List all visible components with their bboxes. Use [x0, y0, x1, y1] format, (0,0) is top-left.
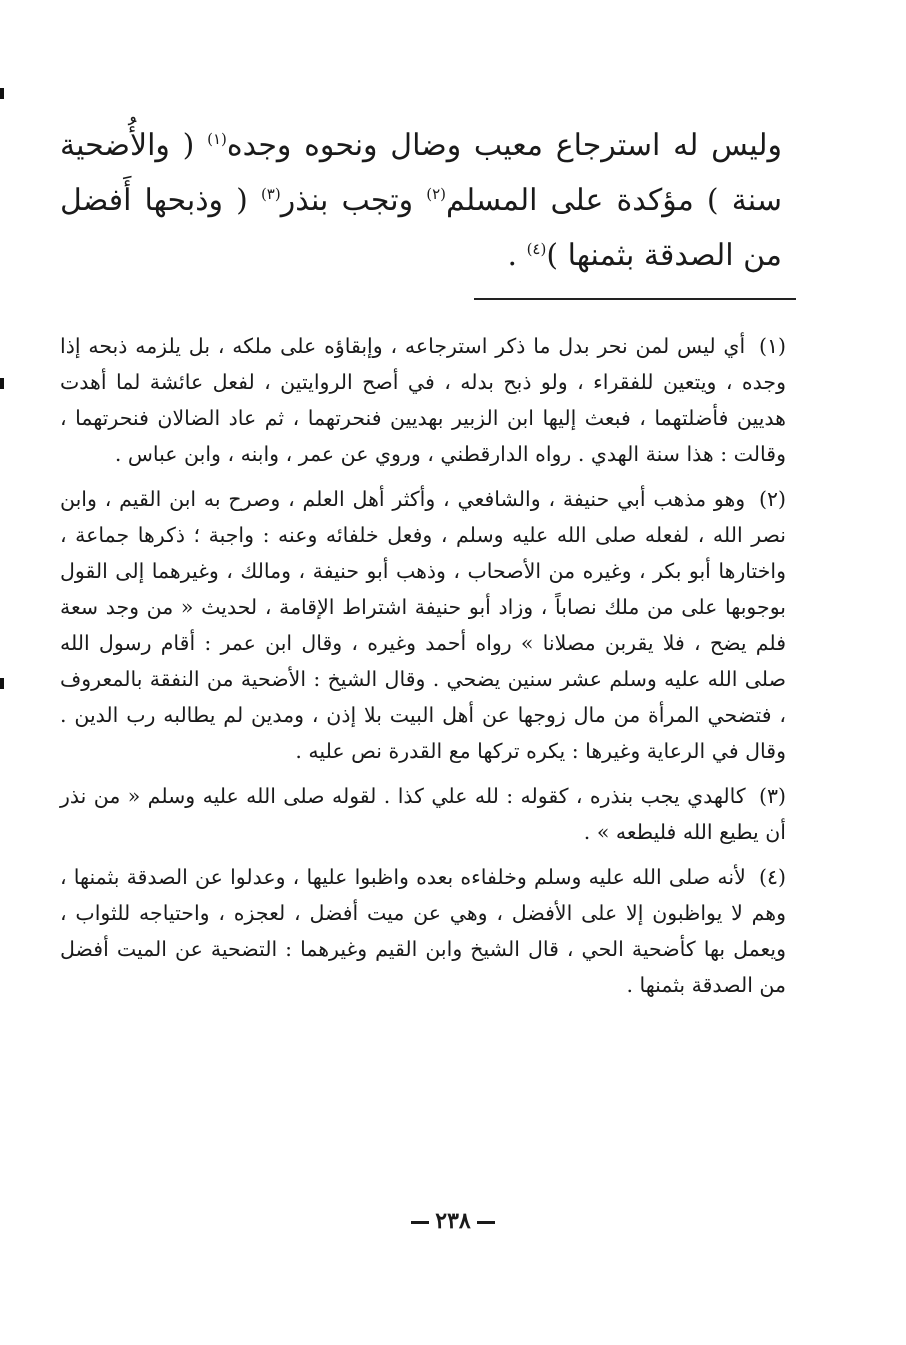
- main-text-period: .: [507, 238, 518, 273]
- scan-edge-mark-top: [0, 88, 4, 99]
- main-text-segment-4: ( وذبحها أَفضل من الصدقة بثمنها ): [60, 183, 782, 273]
- main-text: [60, 118, 782, 283]
- scan-edge-mark-lower: [0, 678, 4, 689]
- scan-edge-mark-middle: [0, 378, 4, 389]
- footnote-ref-3: (٣): [260, 185, 281, 203]
- footnotes: [60, 328, 786, 1012]
- footnote-number: (٢): [758, 487, 786, 511]
- footnote-number: (١): [758, 334, 786, 358]
- footnote-number: (٣): [758, 784, 786, 808]
- main-text-segment-3: وتجب بنذر: [280, 183, 414, 218]
- main-text-segment-2: ( والأُضحية سنة ) مؤكدة على المسلم: [60, 128, 782, 218]
- footnote-3: [60, 778, 786, 850]
- footnote-text: وهو مذهب أبي حنيفة ، والشافعي ، وأكثر أهل العلم ، وصرح به ابن القيم ، وابن نصر الله ، لفعله صلى الله عليه وسلم ، وفعل خلفائه وعنه : واجبة ؛ ذكرها جماعة ، واختارها أبو بكر ، وغيره من الأصحاب ، وذهب أبو حنيفة ، ومالك ، وغيرهما إلى القول بوجوبها على من ملك نصاباً ، وزاد أبو حنيفة اشتراط الإقامة ، لحديث « من وجد سعة فلم يضح ، فلا يقربن مصلانا » رواه أحمد وغيره ، وقال ابن عمر : أقام رسول الله صلى الله عليه وسلم عشر سنين يضحي . وقال الشيخ : الأضحية من النفقة بالمعروف ، فتضحي المرأة من مال زوجها عن أهل البيت بلا إذن ، ومدين لم يطالبه رب الدين . وقال في الرعاية وغيرها : يكره تركها مع القدرة نص عليه .: [60, 487, 786, 763]
- footnote-text: كالهدي يجب بنذره ، كقوله : لله علي كذا . لقوله صلى الله عليه وسلم « من نذر أن يطيع الله فليطعه » .: [60, 784, 786, 844]
- footnote-ref-4: (٤): [526, 240, 547, 258]
- footnote-ref-1: (١): [207, 130, 227, 148]
- footnote-number: (٤): [758, 865, 786, 889]
- footnote-4: [60, 859, 786, 1003]
- footnote-1: [60, 328, 786, 472]
- page-number-dash-left: [411, 1221, 429, 1224]
- page-number: [0, 1208, 906, 1234]
- footnote-ref-2: (٢): [426, 185, 446, 203]
- main-text-segment-1: وليس له استرجاع معيب وضال ونحوه وجده: [226, 128, 782, 163]
- page-number-value: ٢٣٨: [435, 1208, 471, 1234]
- footnote-2: [60, 481, 786, 769]
- footnote-text: لأنه صلى الله عليه وسلم وخلفاءه بعده واظبوا عليها ، وعدلوا عن الصدقة بثمنها ، وهم لا يواظبون إلا على الأفضل ، وهي عن ميت أفضل ، لعجزه ، واحتياجه للثواب ، ويعمل بها كأضحية الحي ، قال الشيخ وابن القيم وغيرهما : التضحية عن الميت أفضل من الصدقة بثمنها .: [60, 865, 786, 997]
- page-number-dash-right: [477, 1221, 495, 1224]
- footnote-divider: [474, 298, 796, 300]
- footnote-text: أي ليس لمن نحر بدل ما ذكر استرجاعه ، وإبقاؤه على ملكه ، بل يلزمه ذبحه إذا وجده ، ويتعين للفقراء ، ولو ذبح بدله ، في أصح الروايتين ، لفعل عائشة لما أهدت هديين فأضلتهما ، فبعث إليها ابن الزبير بهديين فنحرتهما ، ثم عاد الضالان فنحرتهما ، وقالت : هذا سنة الهدي . رواه الدارقطني ، وروي عن عمر ، وابنه ، وابن عباس .: [60, 334, 786, 466]
